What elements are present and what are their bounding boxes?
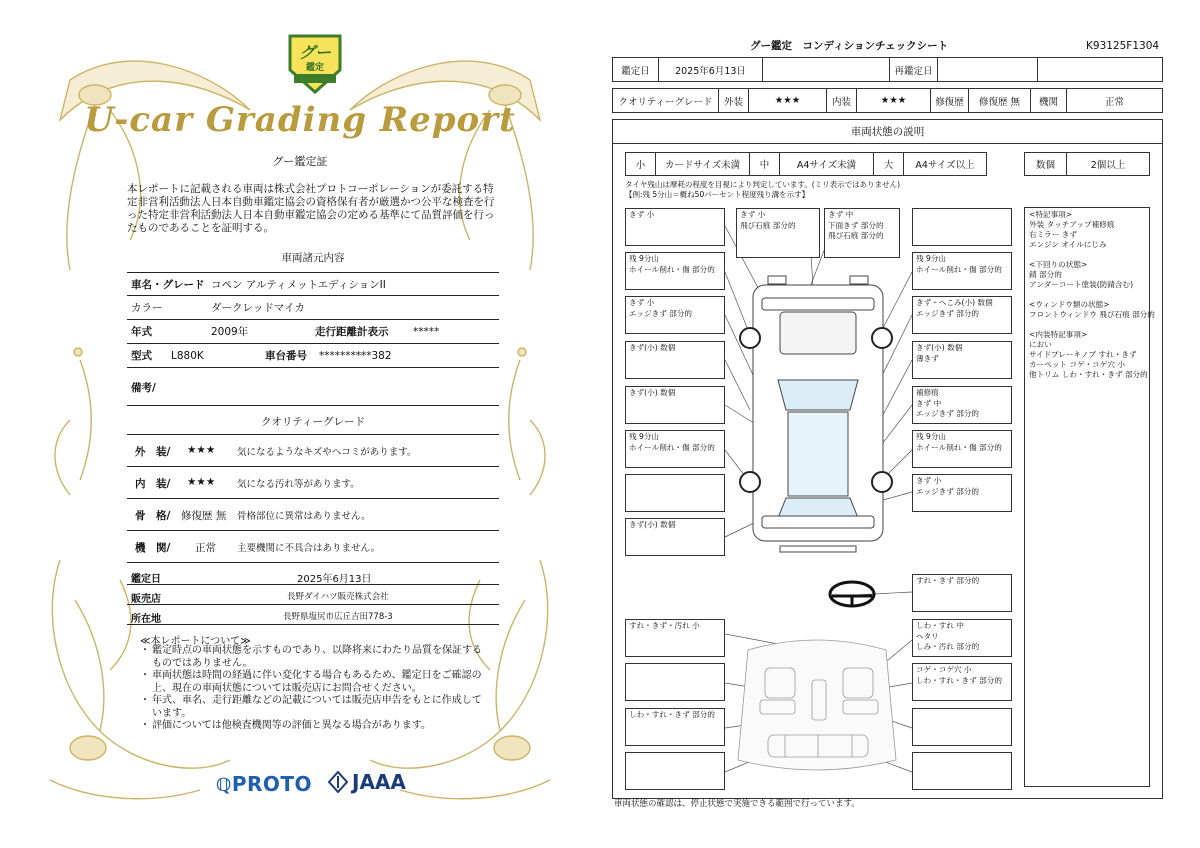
sheet-id: K93125F1304 xyxy=(1086,40,1160,52)
condition-text: きず・へこみ(小) 数個 xyxy=(916,298,993,307)
notes-group xyxy=(1029,300,1155,320)
notes-group xyxy=(1029,330,1148,380)
footer-label: 鑑定日 xyxy=(131,574,161,585)
notes-group xyxy=(1029,210,1145,250)
footer-row-address xyxy=(127,607,499,625)
notes-line: 右ミラー きず xyxy=(1029,230,1077,239)
spec-label: 年式 xyxy=(131,326,152,338)
condition-text: すれ・きず 部分的 xyxy=(916,576,980,585)
footer-label: 所在地 xyxy=(131,614,161,625)
condition-text: しわ・すれ・きず 部分的 xyxy=(629,710,715,719)
jaaa-logo xyxy=(328,770,406,794)
quality-value: 正常 xyxy=(195,542,216,554)
quality-label: 骨 格/ xyxy=(135,510,171,522)
quality-comment: 主要機関に不具合はありません。 xyxy=(237,543,381,554)
footer-value: 長野ダイハツ販売株式会社 xyxy=(287,592,389,602)
quality-label: 内 装/ xyxy=(135,478,171,490)
condition-box xyxy=(912,430,1012,468)
condition-box xyxy=(625,208,725,246)
sheet-title: グー鑑定 コンディションチェックシート xyxy=(750,40,949,52)
spec-row-color xyxy=(127,296,499,320)
size-legend-cell: A4サイズ以上 xyxy=(915,160,975,171)
condition-check-sheet xyxy=(600,0,1200,848)
condition-box xyxy=(625,708,725,746)
spec-label: カラー xyxy=(131,302,163,314)
quality-value: ★★★ xyxy=(187,444,216,456)
condition-box xyxy=(912,708,1012,746)
condition-box xyxy=(625,619,725,657)
spec-label: 走行距離計表示 xyxy=(315,326,389,338)
date-label: 鑑定日 xyxy=(613,58,659,81)
notes-line: カーペット コゲ・コゲ穴 小 xyxy=(1029,360,1125,369)
condition-text: 補修痕 xyxy=(916,388,939,397)
spec-value: ***** xyxy=(413,325,440,338)
quality-section-title: クオリティーグレード xyxy=(261,416,365,428)
condition-box xyxy=(824,208,900,258)
size-legend-cell: A4サイズ未満 xyxy=(780,153,874,175)
spec-value: **********382 xyxy=(319,349,392,362)
condition-box xyxy=(625,430,725,468)
condition-box xyxy=(625,386,725,424)
note-item: ・ 車両状態は時間の経過に伴い変化する場合もあるため、鑑定日をご確認の上、現在の車両状態については販売店にお問合せください。 xyxy=(140,670,490,695)
quality-value: 修復歴 無 xyxy=(181,510,227,522)
spec-value: ダークレッドマイカ xyxy=(211,302,305,314)
spec-value: コペン アルティメットエディションII xyxy=(211,278,386,291)
spec-value: L880K xyxy=(171,349,204,362)
condition-text: きず 小 xyxy=(629,298,655,307)
spec-label: 車台番号 xyxy=(265,350,307,362)
spec-row-model xyxy=(127,344,499,368)
quality-row xyxy=(127,467,499,499)
condition-box xyxy=(912,208,1012,246)
quality-row xyxy=(127,499,499,531)
quality-row xyxy=(127,435,499,467)
notes-heading: <特記事項> xyxy=(1029,210,1073,219)
quality-comment: 骨格部位に異常はありません。 xyxy=(237,511,371,522)
notes-line: アンダーコート塗装(防錆含む) xyxy=(1029,280,1134,289)
notes-line: エンジン オイルにじみ xyxy=(1029,240,1107,249)
condition-box xyxy=(912,341,1012,379)
notes-line: 他トリム しわ・すれ・きず 部分的 xyxy=(1029,370,1148,379)
spec-section-title: 車両諸元内容 xyxy=(281,252,345,264)
condition-text: きず 中 xyxy=(828,210,854,219)
repair-value: 修復歴 無 xyxy=(969,89,1031,112)
condition-box xyxy=(912,619,1012,657)
condition-box xyxy=(625,752,725,790)
size-legend-cell: 小 xyxy=(626,153,656,175)
condition-text: きず 小 xyxy=(740,210,766,219)
notes-heading: <下回りの状態> xyxy=(1029,260,1088,269)
notes-heading: <内装特記事項> xyxy=(1029,330,1088,339)
tire-example-line: 【例:残 5分山＝概ね50パーセント程度残り溝を示す】 xyxy=(625,190,810,199)
condition-text: きず(小) 数個 xyxy=(629,388,676,397)
notes-heading: ≪本レポートについて≫ xyxy=(140,636,251,647)
quality-comment: 気になるようなキズやヘコミがあります。 xyxy=(237,447,417,458)
proto-logo: ℚPROTO xyxy=(216,772,313,796)
condition-box xyxy=(912,752,1012,790)
footer-row-date xyxy=(127,567,499,585)
condition-box xyxy=(912,663,1012,701)
size-legend-cell: 中 xyxy=(750,153,780,175)
quality-value: ★★★ xyxy=(187,476,216,488)
jaaa-logo-text: JAAA xyxy=(352,770,406,794)
count-value: 2個以上 xyxy=(1090,160,1126,171)
condition-text: ヘタリ xyxy=(916,631,939,641)
condition-text: エッジきず 部分的 xyxy=(916,308,980,318)
condition-box xyxy=(912,474,1012,512)
condition-text: 残 9分山 xyxy=(629,254,660,263)
condition-text: しみ・汚れ 部分的 xyxy=(916,642,980,651)
footer-value: 2025年6月13日 xyxy=(297,574,372,585)
note-item: ・ 年式、車名、走行距離などの記載については販売店申告をもとに作成しています。 xyxy=(140,695,490,720)
condition-text: 薄きず xyxy=(916,353,939,363)
condition-box xyxy=(625,252,725,290)
notes-line: におい xyxy=(1029,340,1052,349)
size-legend-cell: 大 xyxy=(874,153,904,175)
spec-label: 車名・グレード xyxy=(131,278,205,291)
bottom-note: 車両状態の確認は、停止状態で実施できる範囲で行っています。 xyxy=(614,799,860,809)
footer-row-shop xyxy=(127,587,499,605)
condition-text: しわ・すれ 中 xyxy=(916,621,964,630)
condition-text: きず(小) 数個 xyxy=(629,520,676,529)
quality-label: 外 装/ xyxy=(135,446,171,458)
certificate-intro: 本レポートに記載される車両は株式会社プロトコーポレーションが委託する特定非営利活動法人日本自動車鑑定協会の資格保有者が厳選かつ公平な検査を行った特定非営利活動法人日本自動車鑑定協会の定める基準にて品質評価を行ったものであることを証明する。 xyxy=(127,183,495,234)
condition-text: 飛び石痕 部分的 xyxy=(740,220,796,230)
notes-line: 外装 タッチアップ補修痕 xyxy=(1029,220,1115,229)
condition-box xyxy=(912,252,1012,290)
spec-label: 型式 xyxy=(131,350,152,362)
goo-appraisal-badge xyxy=(284,30,346,96)
condition-text: エッジきず 部分的 xyxy=(629,308,693,318)
size-legend-cell: カードサイズ未満 xyxy=(656,153,750,175)
condition-text: ホイール削れ・傷 部分的 xyxy=(629,264,715,274)
reappraisal-label: 再鑑定日 xyxy=(890,58,938,81)
quality-label: 機 関/ xyxy=(135,542,171,554)
condition-box xyxy=(912,296,1012,334)
condition-text: ホイール削れ・傷 部分的 xyxy=(629,442,715,452)
condition-text: しわ・すれ・きず 部分的 xyxy=(916,675,1002,685)
notes-line: フロントウィンドウ 飛び石痕 部分的 xyxy=(1029,310,1155,319)
footer-label: 販売店 xyxy=(131,594,161,605)
certificate-heading: グー鑑定証 xyxy=(272,155,328,168)
condition-text: 下面きず 部分的 xyxy=(828,220,884,230)
notes-list xyxy=(140,645,490,733)
spec-label: 備考/ xyxy=(131,382,156,394)
condition-text: すれ・きず・汚れ 小 xyxy=(629,621,700,630)
condition-text: エッジきず 部分的 xyxy=(916,409,980,418)
interior-label: 内装 xyxy=(827,89,857,112)
spec-row-year xyxy=(127,320,499,344)
date-value: 2025年6月13日 xyxy=(659,58,763,81)
spec-row-remarks xyxy=(127,376,499,406)
tire-note-line: タイヤ残山は摩耗の程度を目視により判定しています。(ミリ表示ではありません) xyxy=(625,180,901,189)
spec-value: 2009年 xyxy=(211,326,249,338)
special-notes-panel xyxy=(1024,207,1155,787)
condition-box xyxy=(912,574,1012,612)
condition-box xyxy=(736,208,820,258)
condition-text: 残 9分山 xyxy=(916,254,947,263)
notes-heading: <ウィンドウ類の状態> xyxy=(1029,300,1110,309)
condition-text: 残 9分山 xyxy=(629,432,660,441)
condition-box xyxy=(625,663,725,701)
exterior-label: 外装 xyxy=(719,89,749,112)
condition-text: エッジきず 部分的 xyxy=(916,486,980,496)
condition-section-title: 車両状態の説明 xyxy=(612,119,1163,144)
condition-text: きず(小) 数個 xyxy=(916,343,963,352)
quality-comment: 気になる汚れ等があります。 xyxy=(237,479,360,490)
note-item: ・ 鑑定時点の車両状態を示すものであり、以降将来にわたり品質を保証するものではありません。 xyxy=(140,645,490,670)
jaaa-mark-icon xyxy=(328,771,348,793)
notes-group xyxy=(1029,260,1145,290)
condition-text: 飛び石痕 部分的 xyxy=(828,231,884,240)
proto-logo-text: PROTO xyxy=(231,772,313,796)
condition-text: きず 中 xyxy=(916,398,942,408)
interior-value: ★★★ xyxy=(857,89,931,112)
note-item: ・ 評価については他検査機関等の評価と異なる場合があります。 xyxy=(140,720,490,733)
condition-text: コゲ・コゲ穴 小 xyxy=(916,665,972,674)
spec-row-name xyxy=(127,272,499,296)
condition-text: きず 小 xyxy=(916,476,942,485)
condition-box xyxy=(625,474,725,512)
notes-line: サイドブレーキノブ すれ・きず xyxy=(1029,350,1137,359)
condition-text: ホイール削れ・傷 部分的 xyxy=(916,442,1002,452)
grade-label: クオリティーグレード xyxy=(613,89,719,112)
condition-text: ホイール削れ・傷 部分的 xyxy=(916,264,1002,274)
engine-value: 正常 xyxy=(1104,96,1124,108)
condition-box xyxy=(912,386,1012,424)
condition-box xyxy=(625,296,725,334)
repair-label: 修復歴 xyxy=(931,89,969,112)
svg-text:鑑定: 鑑定 xyxy=(305,63,325,73)
count-label: 数個 xyxy=(1025,153,1067,175)
condition-text: 残 9分山 xyxy=(916,432,947,441)
report-script-title: U-car Grading Report xyxy=(84,100,516,140)
svg-text:グー: グー xyxy=(298,43,332,62)
footer-value: 長野県塩尻市広丘吉田778-3 xyxy=(283,612,393,622)
condition-box xyxy=(625,341,725,379)
quality-row xyxy=(127,531,499,563)
condition-text: きず 小 xyxy=(629,210,655,219)
exterior-value: ★★★ xyxy=(749,89,827,112)
condition-text: きず(小) 数個 xyxy=(629,343,676,352)
engine-label: 機関 xyxy=(1031,89,1067,112)
condition-box xyxy=(625,518,725,556)
notes-line: 錆 部分的 xyxy=(1029,270,1062,279)
